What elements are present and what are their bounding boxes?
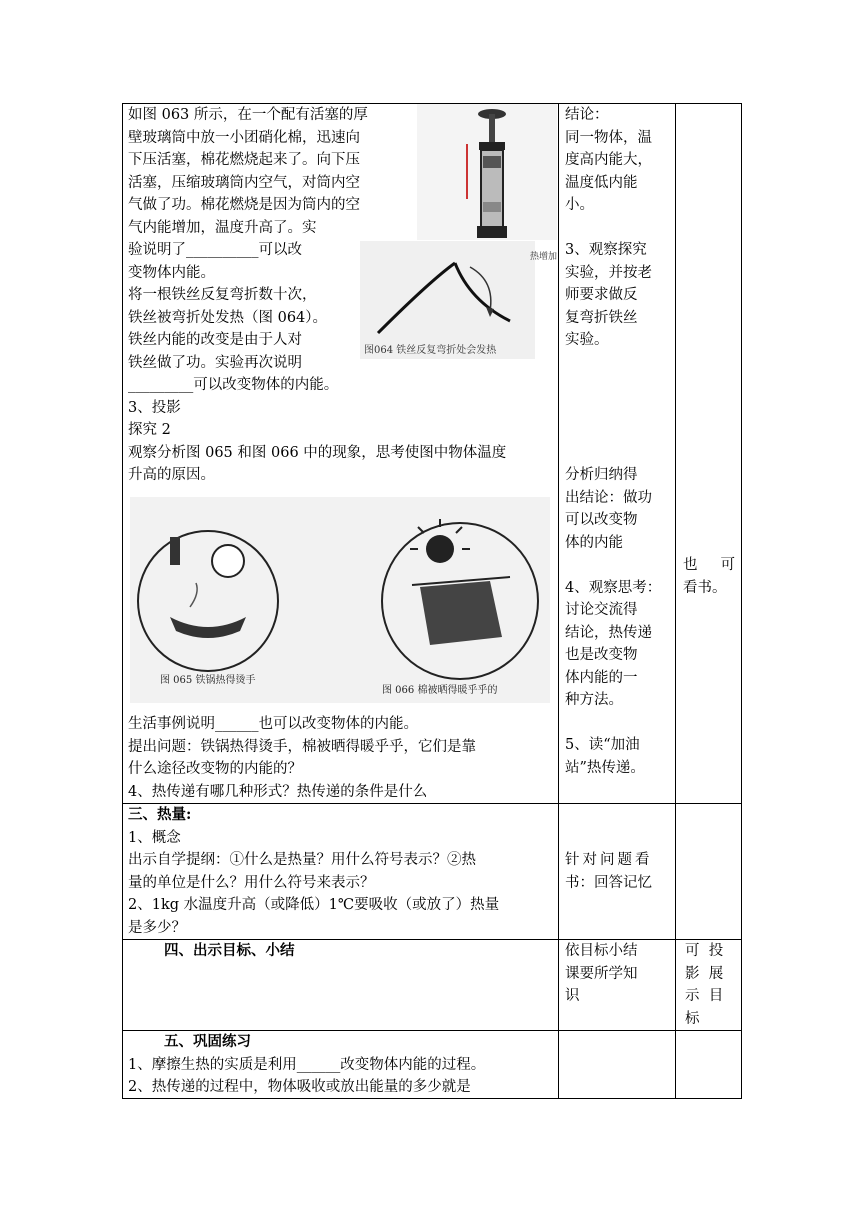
activity-line: 识 xyxy=(565,988,580,1004)
figure-065-caption: 图 065 铁锅热得烫手 xyxy=(160,675,256,686)
activity-line: 结论： xyxy=(565,107,609,123)
row2-student-activity xyxy=(565,849,669,894)
activity-line: 书：回答记忆 xyxy=(565,874,652,891)
note-line: 可 投 xyxy=(685,943,724,959)
activity-line: 温度低内能 xyxy=(565,174,638,191)
note-line: 标 xyxy=(685,1010,700,1027)
figure-corner-label: 热增加 xyxy=(530,252,558,262)
text-line: 气做了功。棉花燃烧是因为筒内的空 xyxy=(128,197,360,213)
activity-line: 度高内能大， xyxy=(565,152,652,168)
activity-line: 体内能的一 xyxy=(565,669,638,686)
text-line: 1、概念 xyxy=(128,829,181,846)
table-border-left xyxy=(122,103,123,1099)
text-line: 2、1kg 水温度升高（或降低）1℃要吸收（或放了）热量 xyxy=(128,897,500,913)
figure-064-bent-wire xyxy=(360,241,535,359)
text-line: 变物体内能。 xyxy=(128,264,215,281)
text-line: 量的单位是什么？用什么符号来表示？ xyxy=(128,874,375,891)
text-line: 验说明了__________可以改 xyxy=(128,242,302,258)
figure-064-caption: 图064 铁丝反复弯折处会发热 xyxy=(364,345,497,356)
activity-line: 实验，并按老 xyxy=(565,264,652,281)
activity-line xyxy=(565,374,669,397)
column-divider-2 xyxy=(675,103,676,1099)
text-line: 活塞，压缩玻璃筒内空气，对筒内空 xyxy=(128,174,360,191)
activity-line xyxy=(565,419,669,442)
activity-line: 分析归纳得 xyxy=(565,467,638,483)
text-line: 将一根铁丝反复弯折数十次， xyxy=(128,287,317,303)
text-line: _________可以改变物体的内能。 xyxy=(128,377,339,393)
activity-line: 4、观察思考： xyxy=(565,579,662,596)
row4-main-text xyxy=(128,1031,556,1099)
note-line: 示 目 xyxy=(685,988,724,1004)
note-line: 看书。 xyxy=(683,579,727,596)
activity-line xyxy=(565,712,669,735)
section-heading: 三、热量: xyxy=(128,806,192,823)
column-divider-1 xyxy=(558,103,559,1099)
activity-line: 站”热传递。 xyxy=(565,759,645,776)
activity-line: 师要求做反 xyxy=(565,287,638,303)
text-line: 铁丝被弯折处发热（图 064）。 xyxy=(128,309,328,326)
figure-065-066-heat-transfer xyxy=(130,497,550,703)
activity-line: 讨论交流得 xyxy=(565,602,638,618)
text-line: 3、投影 xyxy=(128,399,181,416)
section-heading: 五、巩固练习 xyxy=(164,1033,251,1050)
text-line: 出示自学提纲：①什么是热量？用什么符号表示？②热 xyxy=(128,852,476,868)
text-line: 铁丝做了功。实验再次说明 xyxy=(128,354,302,371)
activity-line xyxy=(565,554,669,577)
activity-line: 同一物体，温 xyxy=(565,129,652,146)
activity-line: 实验。 xyxy=(565,332,609,348)
text-line: 铁丝内能的改变是由于人对 xyxy=(128,332,302,348)
figure-066-caption: 图 066 棉被晒得暖乎乎的 xyxy=(382,685,498,696)
section-heading: 四、出示目标、小结 xyxy=(164,942,295,959)
text-line: 壁玻璃筒中放一小团硝化棉，迅速向 xyxy=(128,129,360,146)
figure-063-piston-cylinder xyxy=(417,104,557,240)
text-line: 下压活塞，棉花燃烧起来了。向下压 xyxy=(128,152,360,168)
text-line: 升高的原因。 xyxy=(128,467,215,483)
lesson-table xyxy=(122,103,742,1099)
row1-main-text-lower xyxy=(128,713,556,803)
note-line: 影 展 xyxy=(685,965,724,982)
activity-line: 种方法。 xyxy=(565,692,623,708)
activity-line: 小。 xyxy=(565,197,594,213)
text-line: 如图 063 所示，在一个配有活塞的厚 xyxy=(128,107,368,123)
activity-line xyxy=(565,442,669,465)
activity-line: 3、观察探究 xyxy=(565,242,647,258)
activity-line: 课要所学知 xyxy=(565,965,638,982)
text-line: 1、摩擦生热的实质是利用______改变物体内能的过程。 xyxy=(128,1056,486,1073)
text-line: 探究 2 xyxy=(128,422,171,438)
row2-main-text xyxy=(128,804,556,939)
text-line: 是多少？ xyxy=(128,919,186,936)
table-border-right xyxy=(741,103,742,1099)
activity-line: 也是改变物 xyxy=(565,647,638,663)
activity-line: 复弯折铁丝 xyxy=(565,309,638,326)
activity-line: 体的内能 xyxy=(565,534,623,551)
row1-note xyxy=(683,554,735,599)
row3-note xyxy=(685,940,737,1030)
activity-line: 出结论：做功 xyxy=(565,489,652,506)
text-line: 提出问题：铁锅热得烫手，棉被晒得暖乎乎，它们是靠 xyxy=(128,738,476,755)
row1-student-activity xyxy=(565,104,669,779)
activity-line xyxy=(565,397,669,420)
row3-student-activity xyxy=(565,940,669,1008)
activity-line: 可以改变物 xyxy=(565,512,638,528)
text-line: 观察分析图 065 和图 066 中的现象，思考使图中物体温度 xyxy=(128,444,507,461)
text-line: 什么途径改变物的内能的？ xyxy=(128,761,302,777)
activity-line: 结论，热传递 xyxy=(565,624,652,641)
text-line: 2、热传递的过程中，物体吸收或放出能量的多少就是 xyxy=(128,1079,471,1095)
text-line: 4、热传递有哪几种形式？热传递的条件是什么 xyxy=(128,783,428,800)
activity-line: 针对问题看 xyxy=(565,852,653,868)
text-line: 气内能增加，温度升高了。实 xyxy=(128,219,317,236)
note-line: 也 可 xyxy=(683,557,735,573)
activity-line xyxy=(565,352,669,375)
text-line: 生活事例说明______也可以改变物体的内能。 xyxy=(128,716,418,732)
activity-line: 依目标小结 xyxy=(565,943,638,959)
activity-line xyxy=(565,217,669,240)
activity-line: 5、读“加油 xyxy=(565,737,640,753)
